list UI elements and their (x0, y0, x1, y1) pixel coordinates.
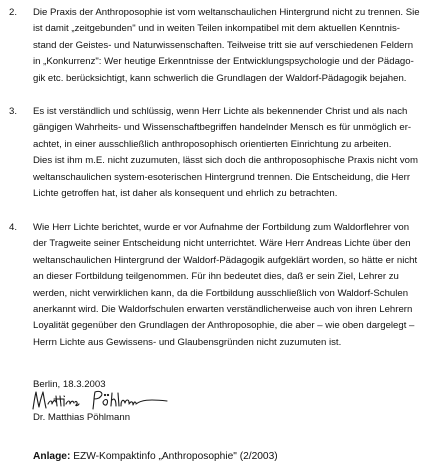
paragraph-line: in „Konkurrenz": Wer heutige Erkenntnisse der Entwicklungspsychologie und der Pädago- (33, 56, 414, 68)
paragraph-number: 4. (9, 222, 18, 233)
paragraph-line: gängigen Wahrheits- und Wissenschaftbegriffen handelnder Mensch es für unmöglich er- (33, 122, 412, 134)
paragraph-line: werden, nicht verwirklichen kann, da die Fortbildung ausschließlich von Waldorf-Schulen (33, 287, 409, 299)
paragraph-line: an dieser Fortbildung teilgenommen. Für ihn bedeutet dies, daß er sein Ziel, Lehrer zu (33, 271, 399, 283)
paragraph-line: Loyalität gegenüber den Grundlagen der Anthroposophie, die aber – wie oben dargelegt – (33, 320, 415, 332)
paragraph-number: 2. (9, 7, 18, 18)
paragraph-line: weltanschaulichen system-esoterischen Hintergrund trennen. Die Entscheidung, die Herr (33, 171, 411, 183)
paragraph-number: 3. (9, 106, 18, 117)
paragraph-line: Die Praxis der Anthroposophie ist vom weltanschaulichen Hintergrund nicht zu trennen. Sie (33, 7, 420, 18)
paragraph-line: Lichte getroffen hat, ist daher als konsequent und ehrlich zu betrachten. (33, 188, 338, 199)
paragraph-line: Es ist verständlich und schlüssig, wenn Herr Lichte als bekennender Christ und als nach (33, 106, 408, 117)
attachment-label: Anlage: (33, 451, 71, 462)
paragraph-line: weltanschaulichen Hintergrund der Waldorf-Pädagogik aufgeklärt worden, so hätte er nicht (33, 254, 418, 266)
paragraph-line: anerkannt wird. Die Waldorfschulen erwarten verständlicherweise auch von ihren Lehrern (33, 304, 413, 315)
paragraph-line: ist damit „zeitgebunden" und in weiten Teilen inkompatibel mit dem aktuellen Kenntnis- (33, 23, 400, 35)
attachment-text: EZW-Kompaktinfo „Anthroposophie" (2/2003) (70, 451, 278, 462)
paragraph-line: Wie Herr Lichte berichtet, wurde er vor Aufnahme der Fortbildung zum Waldorflehrer von (33, 222, 410, 233)
paragraph-line: stand der Geistes- und Naturwissenschaften. Teilweise tritt sie auf verschiedenen Feldern (33, 39, 414, 51)
paragraph-line: achtet, in einer ausschließlich anthroposophisch orientierten Einrichtung zu arbeiten. (33, 138, 392, 150)
place-date: Berlin, 18.3.2003 (33, 379, 106, 390)
paragraph-line: Herrn Lichte aus Gewissens- und Glaubensgründen nicht zuzumuten ist. (33, 336, 342, 348)
paragraph-line: gik etc. berücksichtigt, kann schwerlich die Grundlagen der Waldorf-Pädagogik bejahen. (33, 72, 407, 84)
paragraph-line: der Tragweite seiner Entscheidung nicht unterrichtet. Wäre Herr Andreas Lichte über den (33, 238, 411, 250)
signer-name: Dr. Matthias Pöhlmann (33, 412, 131, 423)
attachment-line (33, 450, 278, 464)
paragraph-line: Dies ist ihm m.E. nicht zuzumuten, lässt sich doch die anthroposophische Praxis nicht vom (33, 155, 418, 167)
